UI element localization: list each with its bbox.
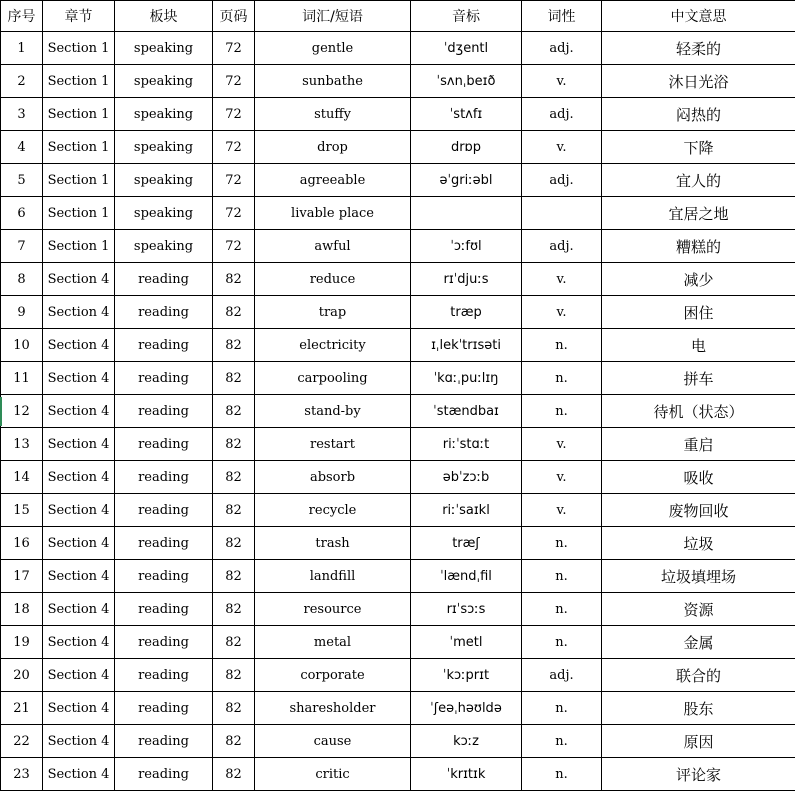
cell-index: 17 <box>1 560 43 593</box>
table-row <box>1 626 795 659</box>
cell-phonetic: ɪˌlekˈtrɪsəti <box>411 329 522 362</box>
column-header-section: 章节 <box>43 1 115 32</box>
cell-index: 8 <box>1 263 43 296</box>
cell-section: Section 1 <box>43 230 115 263</box>
cell-word: corporate <box>255 659 411 692</box>
table-row <box>1 725 795 758</box>
cell-index: 20 <box>1 659 43 692</box>
cell-index: 11 <box>1 362 43 395</box>
cell-section: Section 4 <box>43 362 115 395</box>
cell-phonetic: ˈɔːfʊl <box>411 230 522 263</box>
cell-word: stand-by <box>255 395 411 428</box>
cell-page: 72 <box>213 230 255 263</box>
cell-phonetic: ˈsʌnˌbeɪð <box>411 65 522 98</box>
cell-section: Section 4 <box>43 461 115 494</box>
cell-chinese-meaning: 轻柔的 <box>602 32 795 65</box>
cell-phonetic: riːˈsaɪkl <box>411 494 522 527</box>
cell-module: reading <box>115 626 213 659</box>
cell-chinese-meaning: 下降 <box>602 131 795 164</box>
cell-phonetic: ˈʃeəˌhəʊldə <box>411 692 522 725</box>
cell-section: Section 1 <box>43 98 115 131</box>
cell-part-of-speech: adj. <box>522 98 602 131</box>
table-row <box>1 65 795 98</box>
cell-module: reading <box>115 659 213 692</box>
cell-word: gentle <box>255 32 411 65</box>
cell-page: 82 <box>213 329 255 362</box>
cell-chinese-meaning: 待机（状态） <box>602 395 795 428</box>
cell-word: awful <box>255 230 411 263</box>
cell-index: 1 <box>1 32 43 65</box>
cell-word: trash <box>255 527 411 560</box>
cell-word: carpooling <box>255 362 411 395</box>
cell-section: Section 4 <box>43 725 115 758</box>
cell-chinese-meaning: 废物回收 <box>602 494 795 527</box>
cell-index: 4 <box>1 131 43 164</box>
cell-chinese-meaning: 宜居之地 <box>602 197 795 230</box>
column-header-chinese-meaning: 中文意思 <box>602 1 795 32</box>
cell-phonetic: ˈdʒentl <box>411 32 522 65</box>
cell-part-of-speech: v. <box>522 65 602 98</box>
cell-module: speaking <box>115 131 213 164</box>
cell-chinese-meaning: 联合的 <box>602 659 795 692</box>
table-row <box>1 164 795 197</box>
cell-phonetic: ˈkɔːprɪt <box>411 659 522 692</box>
cell-word: trap <box>255 296 411 329</box>
cell-phonetic: rɪˈdjuːs <box>411 263 522 296</box>
cell-section: Section 4 <box>43 527 115 560</box>
cell-page: 82 <box>213 362 255 395</box>
table-row <box>1 395 795 428</box>
cell-module: reading <box>115 692 213 725</box>
cell-part-of-speech: n. <box>522 329 602 362</box>
cell-phonetic: rɪˈsɔːs <box>411 593 522 626</box>
table-row <box>1 32 795 65</box>
cell-page: 82 <box>213 428 255 461</box>
cell-word: metal <box>255 626 411 659</box>
cell-index: 15 <box>1 494 43 527</box>
cell-index: 7 <box>1 230 43 263</box>
cell-page: 82 <box>213 692 255 725</box>
cell-section: Section 4 <box>43 560 115 593</box>
cell-phonetic: kɔːz <box>411 725 522 758</box>
cell-part-of-speech: v. <box>522 461 602 494</box>
cell-part-of-speech: n. <box>522 593 602 626</box>
cell-phonetic: træʃ <box>411 527 522 560</box>
cell-module: speaking <box>115 98 213 131</box>
selected-row-marker <box>0 397 2 426</box>
cell-index: 19 <box>1 626 43 659</box>
column-header-word: 词汇/短语 <box>255 1 411 32</box>
cell-index: 9 <box>1 296 43 329</box>
cell-index: 23 <box>1 758 43 791</box>
cell-word: sharesholder <box>255 692 411 725</box>
cell-part-of-speech: n. <box>522 560 602 593</box>
cell-section: Section 4 <box>43 494 115 527</box>
cell-index: 3 <box>1 98 43 131</box>
cell-word: electricity <box>255 329 411 362</box>
cell-part-of-speech: n. <box>522 395 602 428</box>
cell-part-of-speech: n. <box>522 527 602 560</box>
cell-word: recycle <box>255 494 411 527</box>
cell-chinese-meaning: 闷热的 <box>602 98 795 131</box>
table-row <box>1 692 795 725</box>
table-row <box>1 659 795 692</box>
cell-section: Section 4 <box>43 428 115 461</box>
table-row <box>1 98 795 131</box>
table-body <box>1 32 795 791</box>
cell-word: critic <box>255 758 411 791</box>
table-row <box>1 131 795 164</box>
cell-page: 82 <box>213 758 255 791</box>
cell-section: Section 4 <box>43 758 115 791</box>
cell-page: 72 <box>213 98 255 131</box>
cell-page: 82 <box>213 395 255 428</box>
cell-page: 82 <box>213 461 255 494</box>
cell-word: landfill <box>255 560 411 593</box>
cell-index: 6 <box>1 197 43 230</box>
table-row <box>1 461 795 494</box>
cell-part-of-speech: adj. <box>522 230 602 263</box>
cell-chinese-meaning: 重启 <box>602 428 795 461</box>
table-row <box>1 494 795 527</box>
table-row <box>1 230 795 263</box>
cell-phonetic <box>411 197 522 230</box>
cell-module: reading <box>115 725 213 758</box>
cell-phonetic: ˈstʌfɪ <box>411 98 522 131</box>
cell-section: Section 4 <box>43 692 115 725</box>
column-header-phonetic: 音标 <box>411 1 522 32</box>
cell-index: 12 <box>1 395 43 428</box>
cell-section: Section 4 <box>43 626 115 659</box>
cell-module: speaking <box>115 230 213 263</box>
cell-part-of-speech: v. <box>522 296 602 329</box>
cell-phonetic: ˈstændbaɪ <box>411 395 522 428</box>
cell-section: Section 1 <box>43 197 115 230</box>
cell-chinese-meaning: 糟糕的 <box>602 230 795 263</box>
cell-module: speaking <box>115 164 213 197</box>
cell-module: reading <box>115 560 213 593</box>
cell-part-of-speech: n. <box>522 362 602 395</box>
cell-module: reading <box>115 494 213 527</box>
cell-chinese-meaning: 原因 <box>602 725 795 758</box>
cell-part-of-speech: n. <box>522 725 602 758</box>
cell-phonetic: ˈkrɪtɪk <box>411 758 522 791</box>
cell-chinese-meaning: 宜人的 <box>602 164 795 197</box>
cell-phonetic: əbˈzɔːb <box>411 461 522 494</box>
cell-module: reading <box>115 428 213 461</box>
cell-index: 14 <box>1 461 43 494</box>
table-row <box>1 758 795 791</box>
cell-module: reading <box>115 461 213 494</box>
cell-part-of-speech <box>522 197 602 230</box>
cell-chinese-meaning: 吸收 <box>602 461 795 494</box>
cell-module: speaking <box>115 197 213 230</box>
column-header-index: 序号 <box>1 1 43 32</box>
cell-page: 82 <box>213 659 255 692</box>
cell-index: 2 <box>1 65 43 98</box>
cell-page: 82 <box>213 263 255 296</box>
cell-index: 13 <box>1 428 43 461</box>
cell-page: 82 <box>213 725 255 758</box>
cell-index: 10 <box>1 329 43 362</box>
cell-chinese-meaning: 股东 <box>602 692 795 725</box>
table-row <box>1 593 795 626</box>
cell-chinese-meaning: 金属 <box>602 626 795 659</box>
cell-module: reading <box>115 329 213 362</box>
cell-section: Section 4 <box>43 329 115 362</box>
table-row <box>1 329 795 362</box>
cell-page: 82 <box>213 527 255 560</box>
cell-phonetic: ˈmetl <box>411 626 522 659</box>
table-row <box>1 527 795 560</box>
cell-phonetic: əˈgriːəbl <box>411 164 522 197</box>
cell-module: speaking <box>115 32 213 65</box>
cell-word: reduce <box>255 263 411 296</box>
cell-part-of-speech: n. <box>522 626 602 659</box>
cell-chinese-meaning: 垃圾填埋场 <box>602 560 795 593</box>
cell-word: stuffy <box>255 98 411 131</box>
cell-section: Section 4 <box>43 593 115 626</box>
cell-part-of-speech: adj. <box>522 32 602 65</box>
column-header-page: 页码 <box>213 1 255 32</box>
cell-section: Section 4 <box>43 659 115 692</box>
cell-word: drop <box>255 131 411 164</box>
column-header-module: 板块 <box>115 1 213 32</box>
cell-module: speaking <box>115 65 213 98</box>
cell-chinese-meaning: 评论家 <box>602 758 795 791</box>
cell-index: 22 <box>1 725 43 758</box>
cell-part-of-speech: v. <box>522 494 602 527</box>
cell-phonetic: ˈlændˌfil <box>411 560 522 593</box>
table-row <box>1 197 795 230</box>
cell-section: Section 4 <box>43 395 115 428</box>
cell-part-of-speech: n. <box>522 758 602 791</box>
cell-section: Section 1 <box>43 32 115 65</box>
cell-part-of-speech: v. <box>522 428 602 461</box>
cell-index: 16 <box>1 527 43 560</box>
table-row <box>1 263 795 296</box>
cell-page: 72 <box>213 65 255 98</box>
cell-phonetic: ˈkɑːˌpuːlɪŋ <box>411 362 522 395</box>
cell-section: Section 1 <box>43 131 115 164</box>
cell-index: 21 <box>1 692 43 725</box>
cell-word: agreeable <box>255 164 411 197</box>
cell-module: reading <box>115 758 213 791</box>
cell-index: 18 <box>1 593 43 626</box>
cell-section: Section 4 <box>43 296 115 329</box>
cell-word: livable place <box>255 197 411 230</box>
cell-page: 82 <box>213 593 255 626</box>
header-row <box>1 1 795 32</box>
cell-part-of-speech: adj. <box>522 164 602 197</box>
cell-word: resource <box>255 593 411 626</box>
cell-phonetic: riːˈstɑːt <box>411 428 522 461</box>
cell-page: 72 <box>213 164 255 197</box>
cell-page: 72 <box>213 197 255 230</box>
cell-phonetic: drɒp <box>411 131 522 164</box>
table-row <box>1 560 795 593</box>
table-row <box>1 362 795 395</box>
cell-word: cause <box>255 725 411 758</box>
cell-module: reading <box>115 527 213 560</box>
cell-part-of-speech: v. <box>522 263 602 296</box>
cell-module: reading <box>115 362 213 395</box>
cell-page: 82 <box>213 296 255 329</box>
cell-module: reading <box>115 593 213 626</box>
cell-module: reading <box>115 263 213 296</box>
table-row <box>1 428 795 461</box>
column-header-part-of-speech: 词性 <box>522 1 602 32</box>
cell-index: 5 <box>1 164 43 197</box>
table-row <box>1 296 795 329</box>
cell-word: restart <box>255 428 411 461</box>
cell-chinese-meaning: 电 <box>602 329 795 362</box>
cell-page: 72 <box>213 131 255 164</box>
cell-module: reading <box>115 395 213 428</box>
cell-module: reading <box>115 296 213 329</box>
cell-page: 82 <box>213 494 255 527</box>
cell-word: sunbathe <box>255 65 411 98</box>
cell-page: 72 <box>213 32 255 65</box>
cell-chinese-meaning: 减少 <box>602 263 795 296</box>
cell-part-of-speech: v. <box>522 131 602 164</box>
cell-section: Section 1 <box>43 164 115 197</box>
cell-part-of-speech: n. <box>522 692 602 725</box>
cell-chinese-meaning: 资源 <box>602 593 795 626</box>
cell-chinese-meaning: 垃圾 <box>602 527 795 560</box>
cell-section: Section 1 <box>43 65 115 98</box>
cell-chinese-meaning: 困住 <box>602 296 795 329</box>
cell-chinese-meaning: 拼车 <box>602 362 795 395</box>
cell-page: 82 <box>213 560 255 593</box>
cell-page: 82 <box>213 626 255 659</box>
cell-word: absorb <box>255 461 411 494</box>
cell-part-of-speech: adj. <box>522 659 602 692</box>
cell-phonetic: træp <box>411 296 522 329</box>
cell-chinese-meaning: 沐日光浴 <box>602 65 795 98</box>
cell-section: Section 4 <box>43 263 115 296</box>
